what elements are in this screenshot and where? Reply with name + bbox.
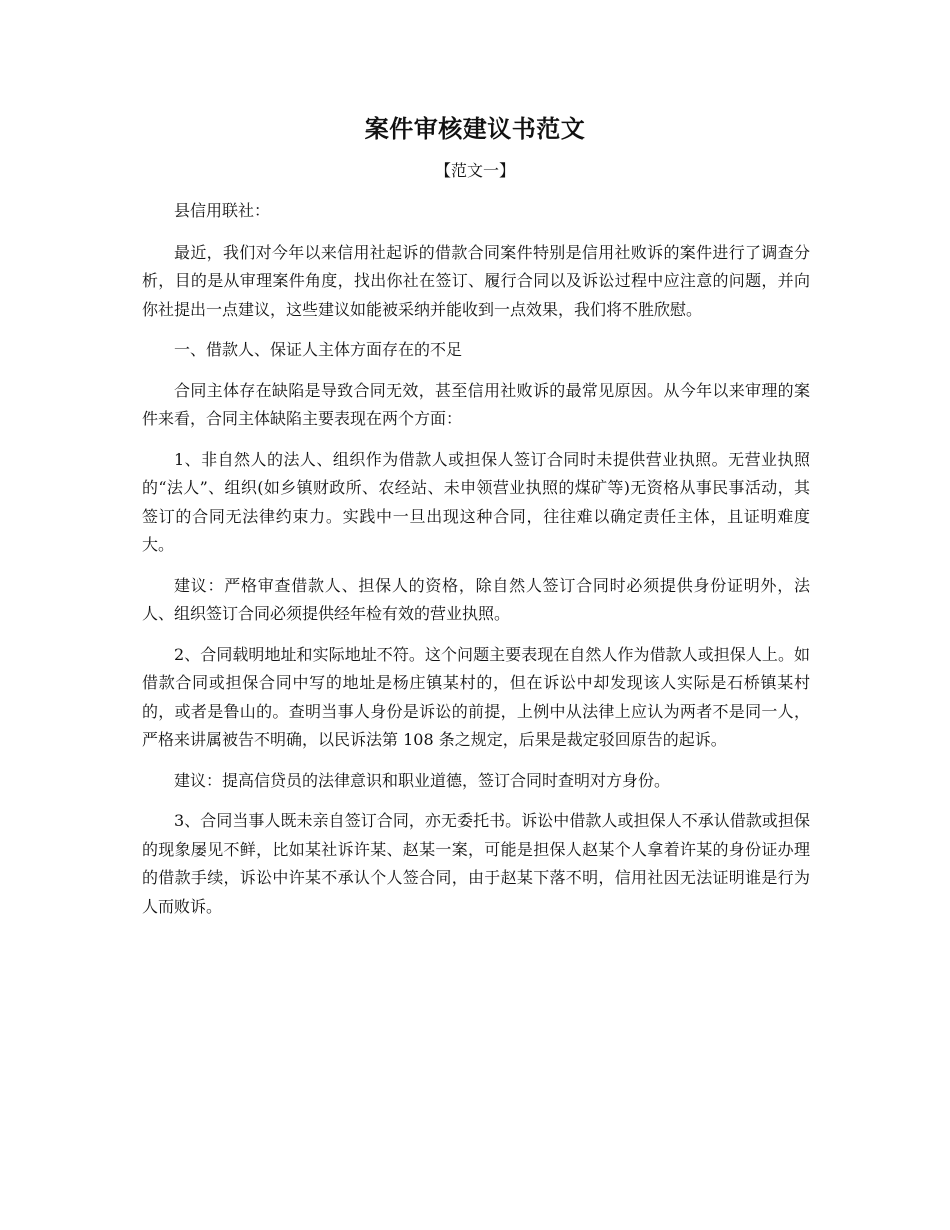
suggestion-paragraph-2: 建议：提高信贷员的法律意识和职业道德，签订合同时查明对方身份。 [174,770,671,790]
suggestion-paragraph-1: 建议：严格审查借款人、担保人的资格，除自然人签订合同时必须提供身份证明外，法人、组织签订合同必须提供经年检有效的营业执照。 [142,575,810,623]
issue-paragraph-3: 3、合同当事人既未亲自签订合同，亦无委托书。诉讼中借款人或担保人不承认借款或担保的现象屡见不鲜，比如某社诉许某、赵某一案，可能是担保人赵某个人拿着许某的身份证办理的借款手续，诉讼中许某不承认个人签合同，由于赵某下落不明，信用社因无法证明谁是行为人而败诉。 [142,811,810,916]
section-intro-paragraph: 合同主体存在缺陷是导致合同无效，甚至信用社败诉的最常见原因。从今年以来审理的案件来看，合同主体缺陷主要表现在两个方面： [142,380,810,428]
salutation-paragraph: 县信用联社： [174,201,271,220]
issue-paragraph-2: 2、合同载明地址和实际地址不符。这个问题主要表现在自然人作为借款人或担保人上。如借款合同或担保合同中写的地址是杨庄镇某村的，但在诉讼中却发现该人实际是石桥镇某村的，或者是鲁山的。查明当事人身份是诉讼的前提，上例中从法律上应认为两者不是同一人，严格来讲属被告不明确，以民诉法第 108 条之规定，后果是裁定驳回原告的起诉。 [142,644,810,749]
document-body [142,197,810,933]
section-heading-1: 一、借款人、保证人主体方面存在的不足 [174,340,463,359]
issue-paragraph-1: 1、非自然人的法人、组织作为借款人或担保人签订合同时未提供营业执照。无营业执照的“法人”、组织(如乡镇财政所、农经站、未申领营业执照的煤矿等)无资格从事民事活动，其签订的合同无法律约束力。实践中一旦出现这种合同，往往难以确定责任主体，且证明难度大。 [142,449,810,554]
document-subtitle: 【范文一】 [434,161,515,180]
document-title: 案件审核建议书范文 [364,114,586,143]
intro-paragraph: 最近，我们对今年以来信用社起诉的借款合同案件特别是信用社败诉的案件进行了调查分析，目的是从审理案件角度，找出你社在签订、履行合同以及诉讼过程中应注意的问题，并向你社提出一点建议，这些建议如能被采纳并能收到一点效果，我们将不胜欣慰。 [142,242,810,319]
